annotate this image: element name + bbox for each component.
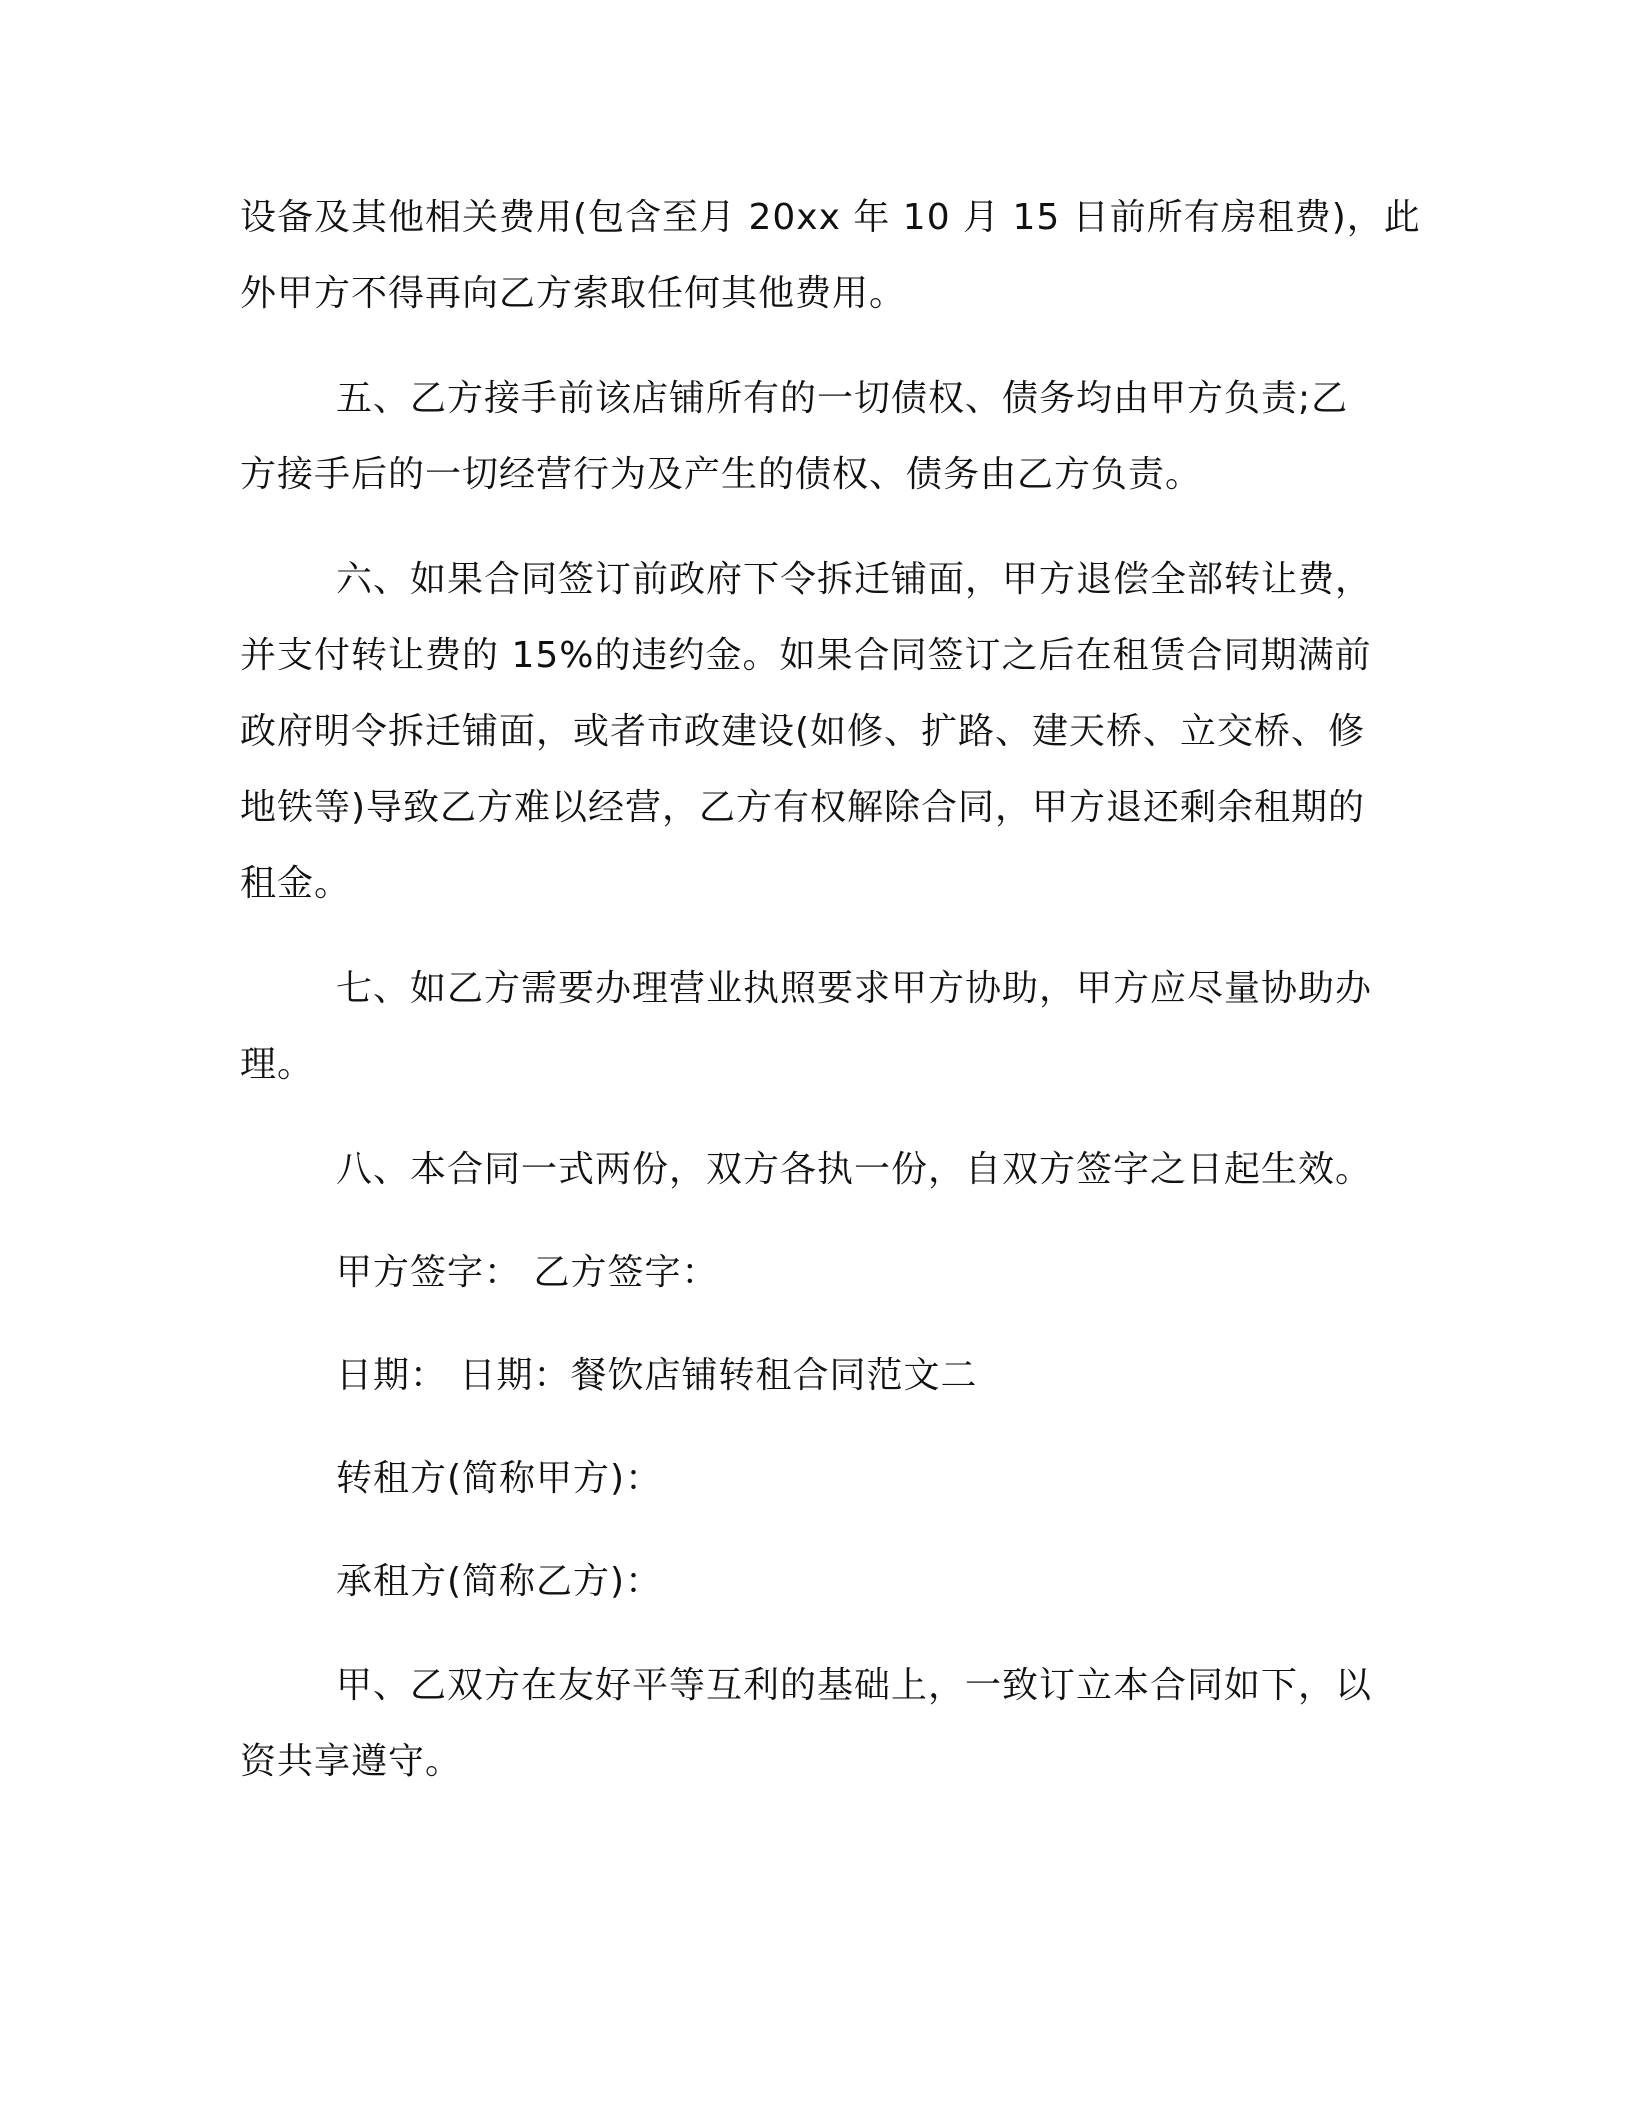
clause-7-line-2: 理。 xyxy=(240,1044,315,1085)
clause-6-line-1: 六、如果合同签订前政府下令拆迁铺面，甲方退偿全部转让费， xyxy=(336,559,1373,600)
signature-line: 甲方签字： 乙方签字： xyxy=(336,1252,719,1293)
sublessee-line: 承租方(简称乙方)： xyxy=(336,1561,663,1602)
clause-5-line-2: 方接手后的一切经营行为及产生的债权、债务由乙方负责。 xyxy=(240,454,1203,495)
agreement-intro-line-2: 资共享遵守。 xyxy=(240,1741,463,1782)
clause-8-line: 八、本合同一式两份，双方各执一份，自双方签字之日起生效。 xyxy=(336,1149,1373,1190)
date-and-title-line: 日期： 日期：餐饮店铺转租合同范文二 xyxy=(336,1355,978,1396)
sublessor-line: 转租方(简称甲方)： xyxy=(336,1458,663,1499)
clause-5-line-1: 五、乙方接手前该店铺所有的一切债权、债务均由甲方负责;乙 xyxy=(336,378,1349,419)
clause-4-line-2: 外甲方不得再向乙方索取任何其他费用。 xyxy=(240,273,907,314)
clause-6-line-4: 地铁等)导致乙方难以经营，乙方有权解除合同，甲方退还剩余租期的 xyxy=(240,787,1366,828)
agreement-intro-line-1: 甲、乙双方在友好平等互利的基础上，一致订立本合同如下，以 xyxy=(336,1665,1373,1706)
clause-6-line-5: 租金。 xyxy=(240,863,352,904)
clause-6-line-3: 政府明令拆迁铺面，或者市政建设(如修、扩路、建天桥、立交桥、修 xyxy=(240,711,1366,752)
clause-7-line-1: 七、如乙方需要办理营业执照要求甲方协助，甲方应尽量协助办 xyxy=(336,968,1373,1009)
clause-4-line-1: 设备及其他相关费用(包含至月 20xx 年 10 月 15 日前所有房租费)，此 xyxy=(240,197,1421,238)
clause-6-line-2: 并支付转让费的 15%的违约金。如果合同签订之后在租赁合同期满前 xyxy=(240,635,1372,676)
